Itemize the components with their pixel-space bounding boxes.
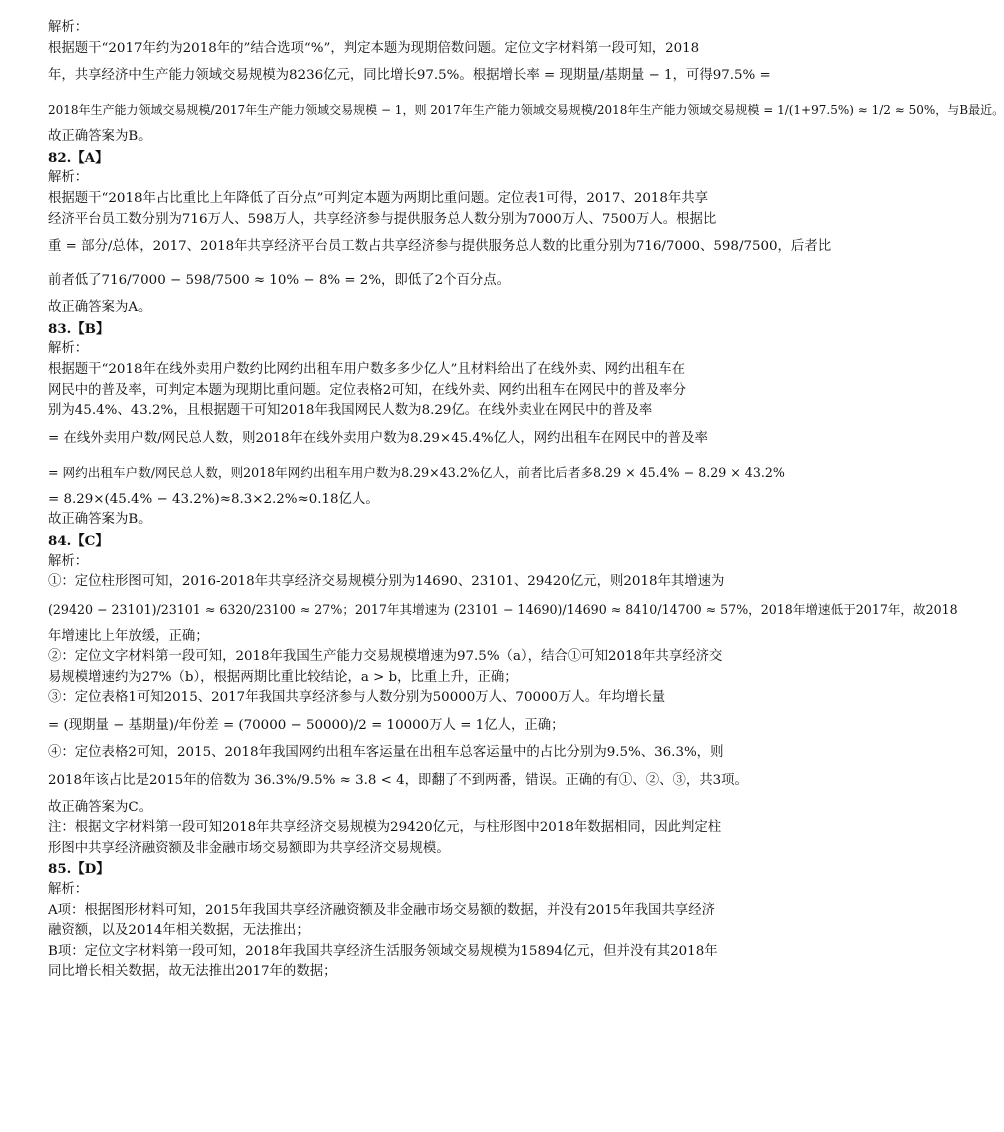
text-line: ②：定位文字材料第一段可知，2018年我国生产能力交易规模增速为97.5%（a），结合①可知2018年共享经济交 xyxy=(48,649,723,665)
math-line: 2018年该占比是2015年的倍数为 36.3%/9.5% ≈ 3.8 < 4，即翻了不到两番，错误。正确的有①、②、③，共3项。 xyxy=(48,772,748,788)
answer-line: 故正确答案为B。 xyxy=(48,512,152,528)
question-number: 85.【D】 xyxy=(48,861,110,878)
text-line: 解析： xyxy=(48,553,89,569)
answer-line: 故正确答案为B。 xyxy=(48,129,152,145)
math-line: = 网约出租车户数/网民总人数，则2018年网约出租车用户数为8.29×43.2%亿人，前者比后者多8.29 × 45.4% − 8.29 × 43.2% xyxy=(48,464,785,480)
text-line: 解析： xyxy=(48,170,89,186)
text-line: ③：定位表格1可知2015、2017年我国共享经济参与人数分别为50000万人、70000万人。年均增长量 xyxy=(48,690,666,706)
math-line: 年，共享经济中生产能力领域交易规模为8236亿元，同比增长97.5%。根据增长率 = 现期量/基期量 − 1，可得97.5% = xyxy=(48,68,771,84)
note-line: 注：根据文字材料第一段可知2018年共享经济交易规模为29420亿元，与柱形图中2018年数据相同，因此判定柱 xyxy=(48,820,722,836)
question-number: 83.【B】 xyxy=(48,320,110,337)
text-line: A项：根据图形材料可知，2015年我国共享经济融资额及非金融市场交易额的数据，并没有2015年我国共享经济 xyxy=(48,902,716,918)
text-line: 根据题干“2018年占比重比上年降低了百分点”可判定本题为两期比重问题。定位表1可得，2017、2018年共享 xyxy=(48,190,709,206)
text-line: 别为45.4%、43.2%，且根据题干可知2018年我国网民人数为8.29亿。在线外卖业在网民中的普及率 xyxy=(48,403,653,419)
math-line: 前者低了716/7000 − 598/7500 ≈ 10% − 8% = 2%，即低了2个百分点。 xyxy=(48,273,511,289)
math-line: = (现期量 − 基期量)/年份差 = (70000 − 50000)/2 = 10000万人 = 1亿人，正确； xyxy=(48,718,565,734)
text-line: 解析： xyxy=(48,882,89,898)
text-line: 根据题干“2017年约为2018年的”结合选项“%”，判定本题为现期倍数问题。定位文字材料第一段可知，2018 xyxy=(48,40,700,56)
note-line: 形图中共享经济融资额及非金融市场交易额即为共享经济交易规模。 xyxy=(48,840,450,856)
text-line: 网民中的普及率，可判定本题为现期比重问题。定位表格2可知，在线外卖、网约出租车在网民中的普及率分 xyxy=(48,382,686,398)
question-number: 82.【A】 xyxy=(48,149,109,166)
question-number: 84.【C】 xyxy=(48,532,109,549)
text-line: B项：定位文字材料第一段可知，2018年我国共享经济生活服务领域交易规模为15894亿元，但并没有其2018年 xyxy=(48,943,718,959)
answer-line: 故正确答案为C。 xyxy=(48,799,152,815)
text-line: ④：定位表格2可知，2015、2018年我国网约出租车客运量在出租车总客运量中的占比分别为9.5%、36.3%，则 xyxy=(48,745,724,761)
math-line: 重 = 部分/总体，2017、2018年共享经济平台员工数占共享经济参与提供服务总人数的比重分别为716/7000、598/7500，后者比 xyxy=(48,239,832,255)
text-line: 同比增长相关数据，故无法推出2017年的数据； xyxy=(48,964,337,980)
answer-line: 故正确答案为A。 xyxy=(48,300,152,316)
math-line: (29420 − 23101)/23101 ≈ 6320/23100 ≈ 27%；2017年其增速为 (23101 − 14690)/14690 ≈ 8410/14700 ≈ 57%，2018年增速低于2017年，故2018 xyxy=(48,601,958,617)
text-line: 解析： xyxy=(48,20,89,35)
math-line: = 8.29×(45.4% − 43.2%)≈8.3×2.2%≈0.18亿人。 xyxy=(48,491,379,507)
text-line: 解析： xyxy=(48,341,89,357)
text-line: 年增速比上年放缓，正确； xyxy=(48,628,209,644)
math-line: = 在线外卖用户数/网民总人数，则2018年在线外卖用户数为8.29×45.4%亿人，网约出租车在网民中的普及率 xyxy=(48,430,708,446)
text-line: ①：定位柱形图可知，2016-2018年共享经济交易规模分别为14690、23101、29420亿元，则2018年其增速为 xyxy=(48,574,725,590)
solution-document xyxy=(48,18,1004,983)
text-line: 融资额，以及2014年相关数据，无法推出； xyxy=(48,923,310,939)
math-line: 2018年生产能力领域交易规模/2017年生产能力领域交易规模 − 1，则 2017年生产能力领域交易规模/2018年生产能力领域交易规模 = 1/(1+97.5%) ≈ 1/2 ≈ 50%，与B最近。 xyxy=(48,103,1004,118)
text-line: 易规模增速约为27%（b），根据两期比重比较结论，a > b，比重上升，正确； xyxy=(48,669,518,685)
text-line: 经济平台员工数分别为716万人、598万人，共享经济参与提供服务总人数分别为7000万人、7500万人。根据比 xyxy=(48,211,717,227)
text-line: 根据题干“2018年在线外卖用户数约比网约出租车用户数多多少亿人”且材料给出了在线外卖、网约出租车在 xyxy=(48,361,685,377)
